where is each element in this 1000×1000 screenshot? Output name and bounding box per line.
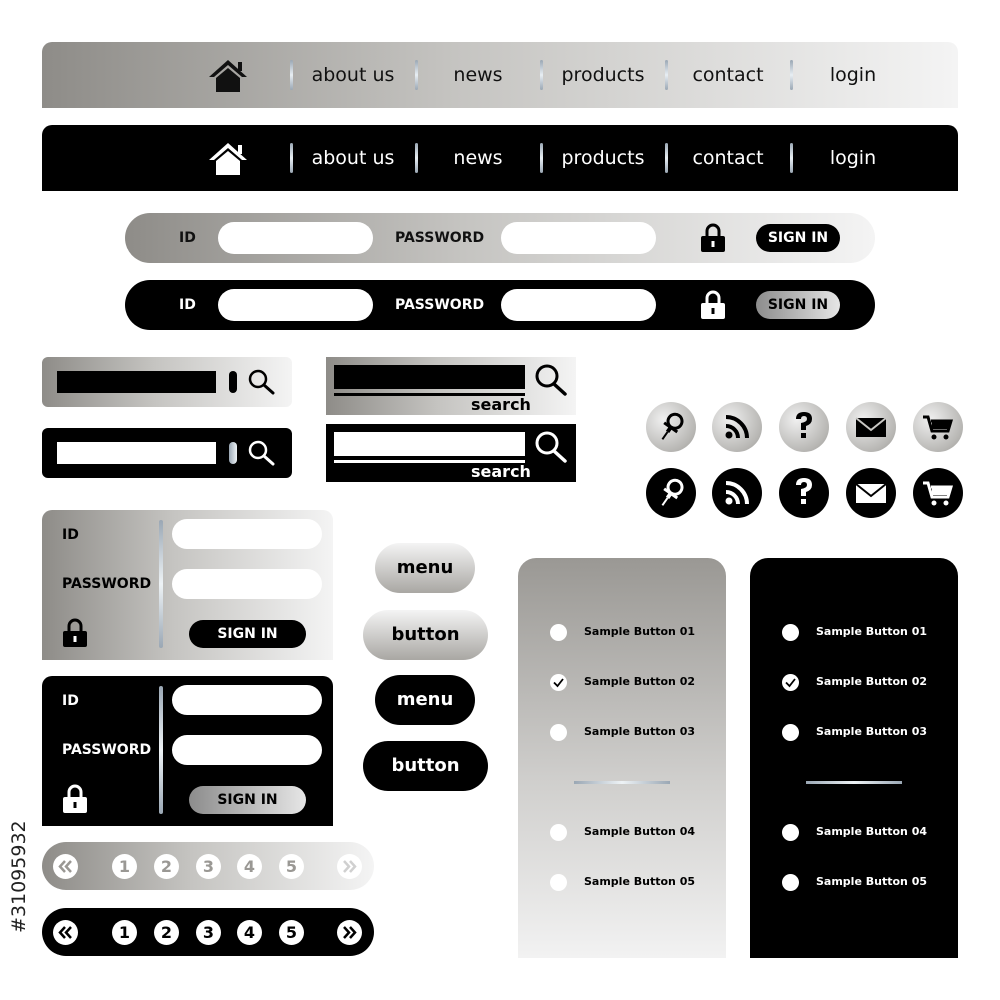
pagination-dark: [42, 908, 374, 956]
prev-page-icon[interactable]: [53, 920, 78, 945]
pin-icon[interactable]: [646, 402, 696, 452]
search-panel-light: [326, 357, 576, 415]
page-2[interactable]: 2: [154, 920, 179, 945]
radio-label: Sample Button 03: [584, 725, 695, 738]
password-label: PASSWORD: [395, 297, 485, 313]
id-input[interactable]: [172, 519, 322, 549]
id-label: ID: [179, 230, 196, 246]
id-input[interactable]: [218, 289, 373, 321]
panel-divider: [574, 781, 670, 784]
nav-item-about-us[interactable]: about us: [311, 64, 395, 86]
radio-label: Sample Button 05: [816, 875, 927, 888]
radio-label: Sample Button 01: [816, 625, 927, 638]
password-label: PASSWORD: [395, 230, 485, 246]
search-box-dark: [42, 428, 292, 478]
id-label: ID: [62, 693, 79, 709]
nav-bar-dark: [42, 125, 958, 191]
nav-bar-light: [42, 42, 958, 108]
menu-button-dark[interactable]: menu: [375, 675, 475, 725]
password-input[interactable]: [172, 569, 322, 599]
check-icon: [550, 674, 567, 691]
radio-label: Sample Button 05: [584, 875, 695, 888]
mail-icon[interactable]: [846, 402, 896, 452]
search-input[interactable]: [334, 432, 525, 456]
search-box-light: [42, 357, 292, 407]
sign-in-button[interactable]: SIGN IN: [189, 620, 306, 648]
check-icon: [782, 674, 799, 691]
form-divider: [159, 520, 163, 648]
password-input[interactable]: [172, 735, 322, 765]
login-form-light: [42, 510, 333, 660]
nav-item-about-us[interactable]: about us: [311, 147, 395, 169]
page-5[interactable]: 5: [279, 854, 304, 879]
radio-label: Sample Button 01: [584, 625, 695, 638]
sign-in-button[interactable]: SIGN IN: [756, 224, 840, 252]
radio-button[interactable]: [550, 724, 567, 741]
page-3[interactable]: 3: [196, 920, 221, 945]
search-icon[interactable]: [247, 368, 277, 396]
nav-separator: [540, 60, 543, 90]
id-input[interactable]: [218, 222, 373, 254]
page-1[interactable]: 1: [112, 854, 137, 879]
nav-item-contact[interactable]: contact: [692, 64, 764, 86]
radio-label: Sample Button 04: [816, 825, 927, 838]
nav-separator: [790, 60, 793, 90]
pagination-light: [42, 842, 374, 890]
radio-button[interactable]: [782, 874, 799, 891]
lock-icon: [699, 290, 727, 320]
radio-label: Sample Button 04: [584, 825, 695, 838]
rss-icon[interactable]: [712, 468, 762, 518]
radio-label: Sample Button 02: [816, 675, 927, 688]
mail-icon[interactable]: [846, 468, 896, 518]
radio-button-checked[interactable]: [782, 674, 799, 691]
page-2[interactable]: 2: [154, 854, 179, 879]
search-panel-dark: [326, 424, 576, 482]
search-icon[interactable]: [533, 363, 569, 397]
search-input[interactable]: [57, 371, 216, 393]
search-icon[interactable]: [533, 430, 569, 464]
nav-item-news[interactable]: news: [453, 64, 503, 86]
nav-item-contact[interactable]: contact: [692, 147, 764, 169]
lock-icon: [61, 784, 89, 814]
pin-icon[interactable]: [646, 468, 696, 518]
nav-separator: [290, 60, 293, 90]
lock-icon: [61, 618, 89, 648]
panel-divider: [806, 781, 902, 784]
search-label[interactable]: search: [471, 462, 531, 481]
menu-button-light[interactable]: menu: [375, 543, 475, 593]
cart-icon[interactable]: [913, 402, 963, 452]
nav-separator: [665, 143, 668, 173]
stock-id-watermark: #31095932: [8, 820, 30, 934]
login-bar-light: [125, 213, 875, 263]
search-input[interactable]: [334, 365, 525, 389]
nav-separator: [665, 60, 668, 90]
home-icon[interactable]: [208, 141, 248, 177]
id-label: ID: [62, 527, 79, 543]
radio-button[interactable]: [550, 874, 567, 891]
radio-button[interactable]: [782, 624, 799, 641]
password-input[interactable]: [501, 289, 656, 321]
nav-item-login[interactable]: login: [829, 147, 877, 169]
home-icon[interactable]: [208, 58, 248, 94]
radio-panel-light: [518, 558, 726, 958]
next-page-icon[interactable]: [337, 854, 362, 879]
rss-icon[interactable]: [712, 402, 762, 452]
sign-in-button[interactable]: SIGN IN: [189, 786, 306, 814]
radio-label: Sample Button 02: [584, 675, 695, 688]
form-divider: [159, 686, 163, 814]
lock-icon: [699, 223, 727, 253]
radio-label: Sample Button 03: [816, 725, 927, 738]
search-label[interactable]: search: [471, 395, 531, 414]
sign-in-button[interactable]: SIGN IN: [756, 291, 840, 319]
login-form-dark: [42, 676, 333, 826]
nav-item-login[interactable]: login: [829, 64, 877, 86]
nav-item-products[interactable]: products: [561, 147, 645, 169]
page-5[interactable]: 5: [279, 920, 304, 945]
search-icon[interactable]: [247, 439, 277, 467]
radio-panel-dark: [750, 558, 958, 958]
radio-button-checked[interactable]: [550, 674, 567, 691]
nav-separator: [415, 60, 418, 90]
password-input[interactable]: [501, 222, 656, 254]
nav-separator: [790, 143, 793, 173]
help-icon[interactable]: [779, 402, 829, 452]
password-label: PASSWORD: [62, 576, 152, 592]
page-1[interactable]: 1: [112, 920, 137, 945]
nav-separator: [540, 143, 543, 173]
login-bar-dark: [125, 280, 875, 330]
search-divider: [229, 371, 237, 393]
id-input[interactable]: [172, 685, 322, 715]
password-label: PASSWORD: [62, 742, 152, 758]
cart-icon[interactable]: [913, 468, 963, 518]
button-dark[interactable]: button: [363, 741, 488, 791]
nav-item-products[interactable]: products: [561, 64, 645, 86]
radio-button[interactable]: [782, 824, 799, 841]
search-input[interactable]: [57, 442, 216, 464]
button-light[interactable]: button: [363, 610, 488, 660]
search-divider: [229, 442, 237, 464]
id-label: ID: [179, 297, 196, 313]
nav-item-news[interactable]: news: [453, 147, 503, 169]
help-icon[interactable]: [779, 468, 829, 518]
page-4[interactable]: 4: [237, 854, 262, 879]
nav-separator: [290, 143, 293, 173]
prev-page-icon[interactable]: [53, 854, 78, 879]
radio-button[interactable]: [550, 824, 567, 841]
next-page-icon[interactable]: [337, 920, 362, 945]
radio-button[interactable]: [550, 624, 567, 641]
page-4[interactable]: 4: [237, 920, 262, 945]
radio-button[interactable]: [782, 724, 799, 741]
page-3[interactable]: 3: [196, 854, 221, 879]
nav-separator: [415, 143, 418, 173]
